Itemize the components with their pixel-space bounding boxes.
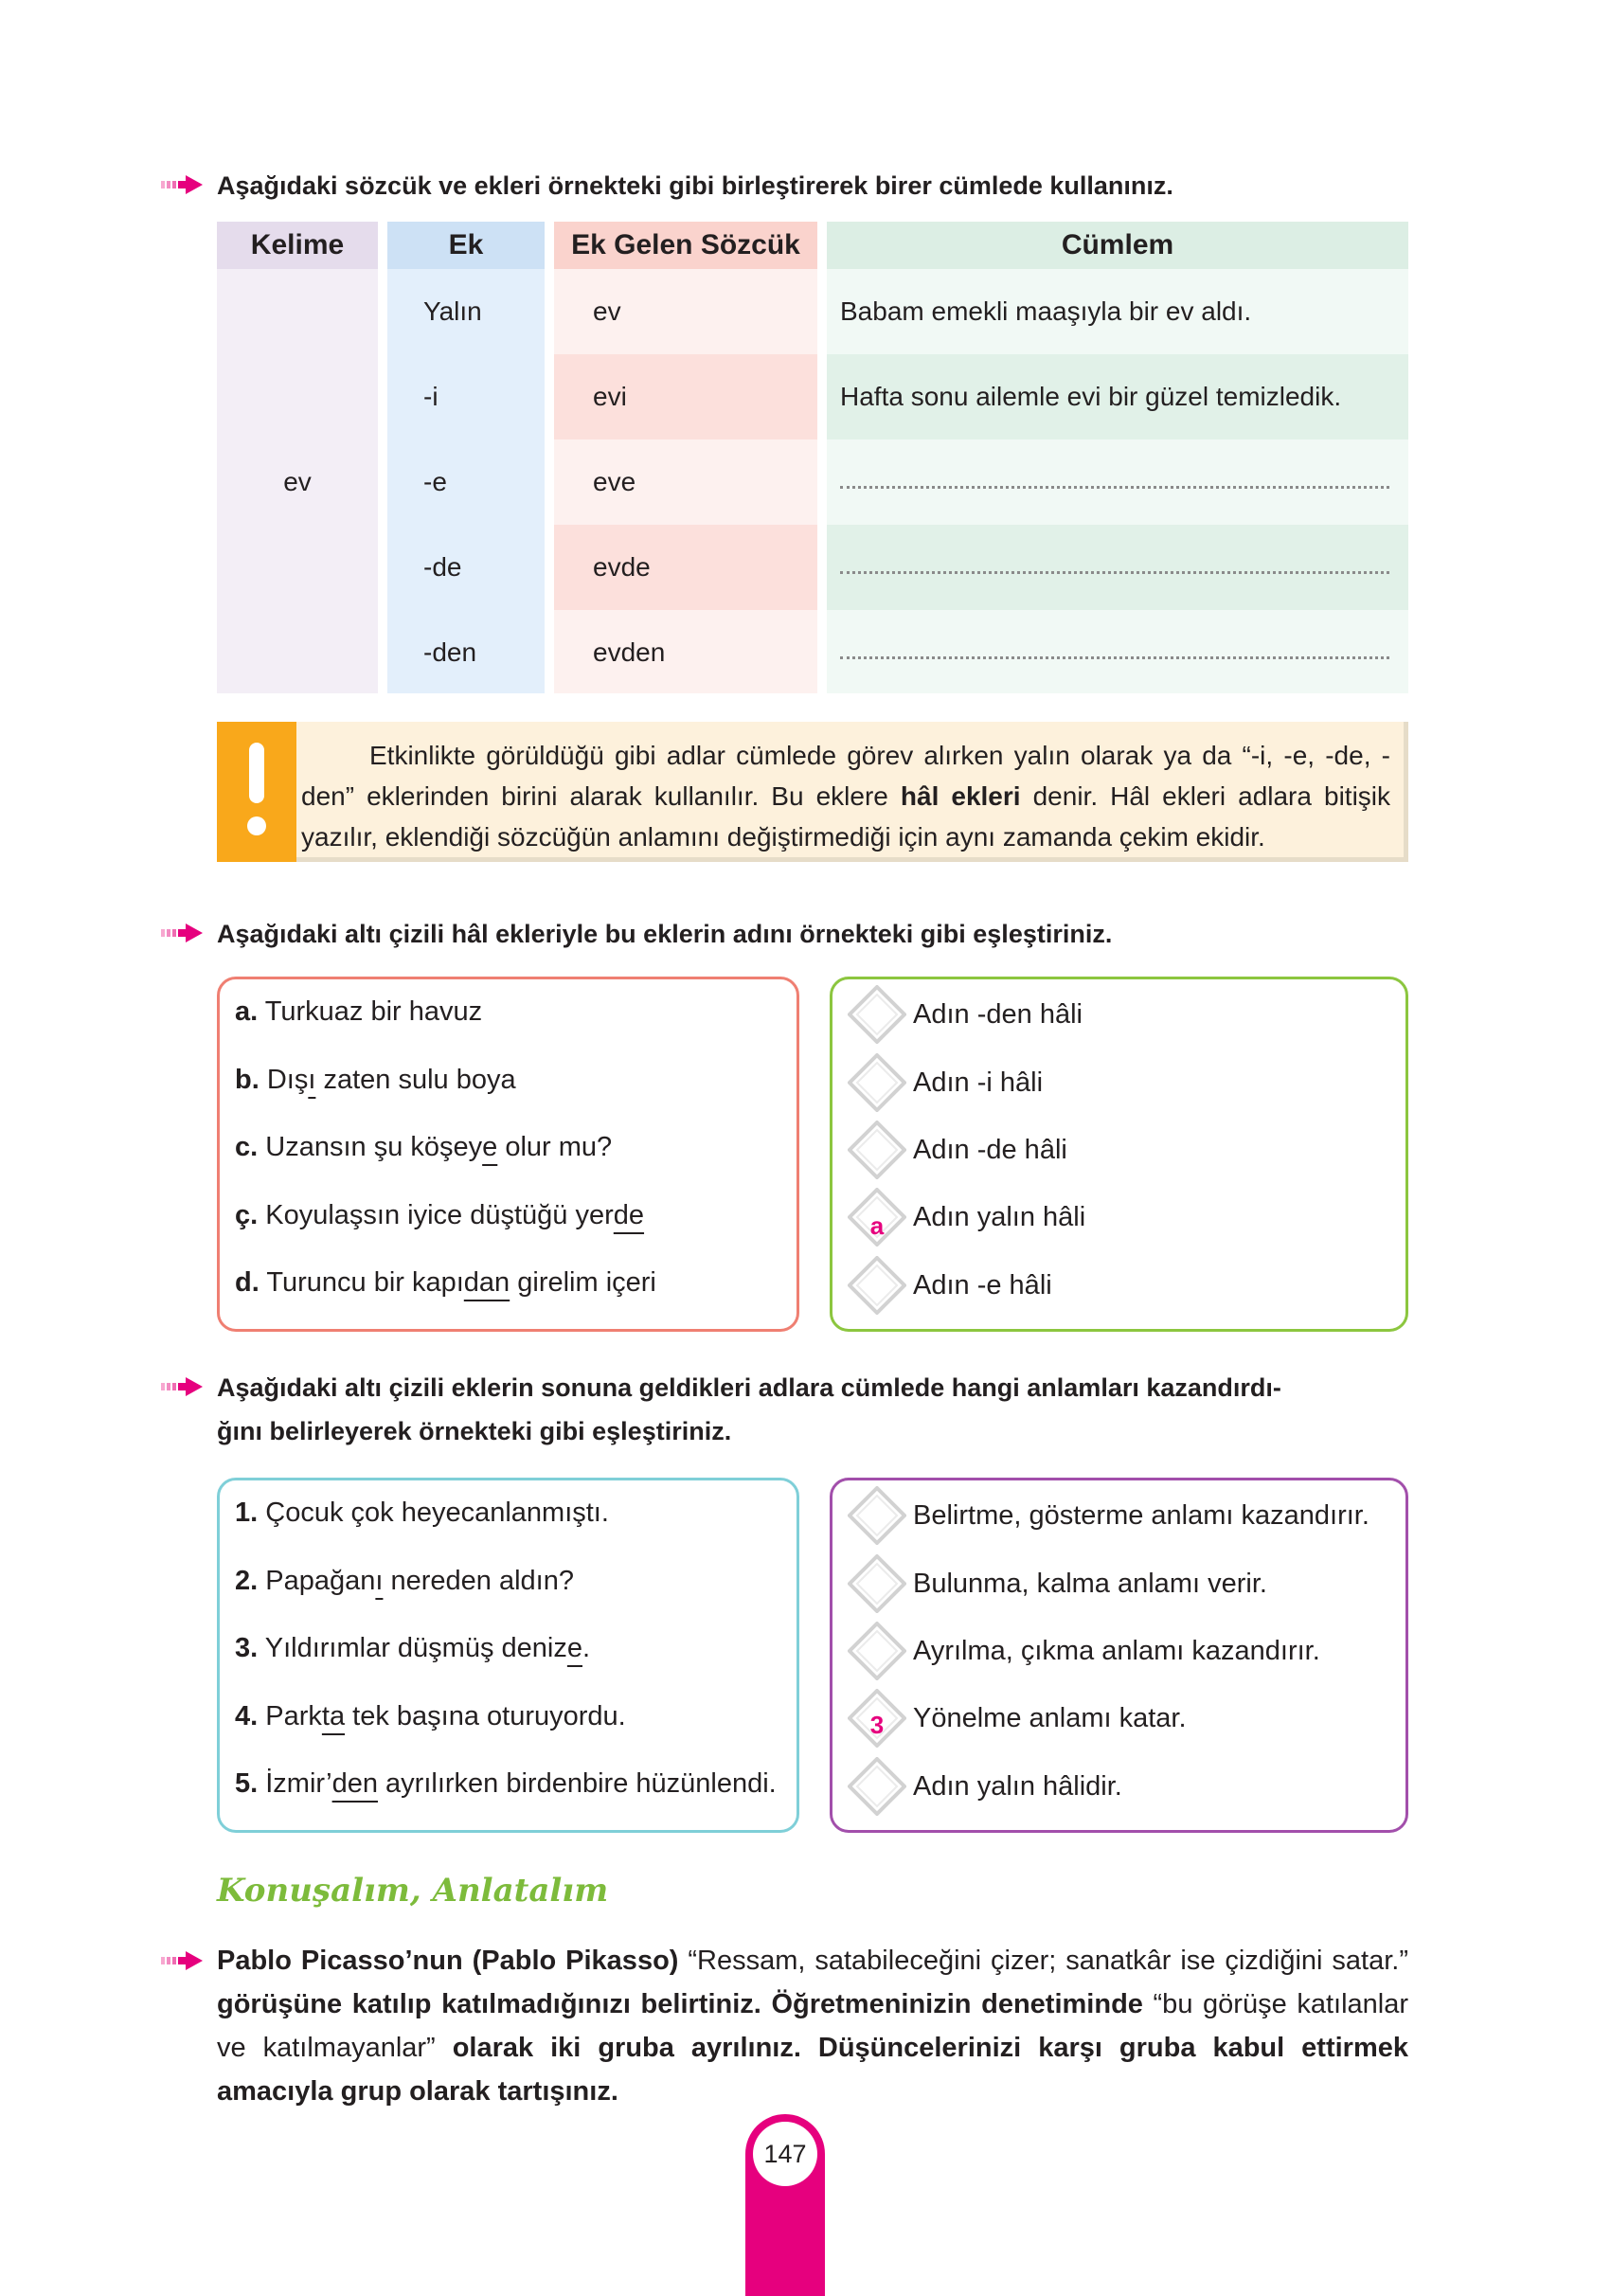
word-cell: ev [283, 467, 312, 496]
case-name-item: Adın -i hâli [913, 1067, 1044, 1098]
header-cumle: Cümlem [827, 222, 1408, 269]
sentence-cell: Hafta sonu ailemle evi bir güzel temizledik. [840, 382, 1342, 411]
ek-cell: -i [423, 382, 439, 411]
phrase-item: c. Uzansın şu köşeye olur mu? [235, 1132, 613, 1162]
instruction-3-line1: Aşağıdaki altı çizili eklerin sonuna geldikleri adlara cümlede hangi anlamları kazandırdı- [217, 1373, 1281, 1402]
meaning-item: Ayrılma, çıkma anlamı kazandırır. [913, 1636, 1320, 1666]
pink-arrow-icon [161, 924, 203, 942]
sentence-item: 4. Parkta tek başına oturuyordu. [235, 1701, 626, 1731]
ek-cell: Yalın [423, 296, 482, 326]
sozcuk-cell: ev [593, 296, 621, 326]
answer-diamond[interactable] [848, 1053, 906, 1112]
sentence-cell: Babam emekli maaşıyla bir ev aldı. [840, 296, 1252, 326]
answer-number: 3 [869, 1711, 885, 1739]
header-sozcuk: Ek Gelen Sözcük [554, 222, 817, 269]
answer-diamond[interactable] [848, 1256, 906, 1315]
answer-diamond[interactable] [848, 1554, 906, 1613]
case-name-item: Adın -den hâli [913, 999, 1083, 1030]
discussion-paragraph: Pablo Picasso’nun (Pablo Pikasso) “Ressam, satabileceğini çizer; sanatkâr ise çizdiğini satar.” görüşüne katılıp katılmadığınızı belirtiniz. Öğretmeninizin denetiminde “bu görüşe katılanlar ve katılmayanlar” olarak iki gruba ayrılınız. Düşüncelerinizi karşı gruba kabul ettirmek amacıyla grup olarak tartışınız. [217, 1946, 1409, 2107]
meaning-item: Yönelme anlamı katar. [913, 1703, 1187, 1733]
case-name-item: Adın -de hâli [913, 1135, 1067, 1165]
ek-cell: -de [423, 552, 462, 582]
ek-cell: -e [423, 467, 447, 496]
instruction-2: Aşağıdaki altı çizili hâl ekleriyle bu eklerin adını örnekteki gibi eşleştiriniz. [217, 920, 1113, 948]
header-ek: Ek [387, 222, 545, 269]
sentence-blank[interactable] [840, 656, 1389, 659]
sentence-blank[interactable] [840, 486, 1389, 489]
answer-diamond[interactable] [848, 1486, 906, 1545]
phrase-item: a. Turkuaz bir havuz [235, 996, 483, 1027]
header-kelime: Kelime [217, 222, 378, 269]
answer-diamond[interactable] [848, 1757, 906, 1816]
sentence-item: 5. İzmir’den ayrılırken birdenbire hüzünlendi. [235, 1768, 777, 1799]
word-table [217, 222, 1408, 693]
sozcuk-cell: evden [593, 637, 666, 667]
answer-diamond[interactable] [848, 1121, 906, 1179]
exclamation-icon [217, 722, 296, 862]
meaning-item: Belirtme, gösterme anlamı kazandırır. [913, 1500, 1369, 1531]
phrase-item: ç. Koyulaşsın iyice düştüğü yerde [235, 1200, 645, 1230]
case-name-item: Adın yalın hâli [913, 1202, 1086, 1232]
meaning-item: Adın yalın hâlidir. [913, 1771, 1122, 1802]
ek-cell: -den [423, 637, 477, 667]
sozcuk-cell: eve [593, 467, 636, 496]
case-name-item: Adın -e hâli [913, 1270, 1052, 1300]
pink-arrow-icon [161, 175, 203, 194]
sentence-item: 1. Çocuk çok heyecanlanmıştı. [235, 1498, 609, 1528]
instruction-1: Aşağıdaki sözcük ve ekleri örnekteki gibi birleştirerek birer cümlede kullanınız. [217, 171, 1173, 200]
sentence-blank[interactable] [840, 571, 1389, 574]
sentence-item: 2. Papağanı nereden aldın? [235, 1566, 574, 1596]
pink-arrow-icon [161, 1377, 203, 1396]
answer-diamond[interactable] [848, 985, 906, 1044]
phrase-item: b. Dışı zaten sulu boya [235, 1065, 516, 1095]
sozcuk-cell: evi [593, 382, 627, 411]
answer-letter: a [869, 1211, 885, 1240]
pink-arrow-icon [161, 1951, 203, 1970]
answer-diamond[interactable] [848, 1622, 906, 1680]
sozcuk-cell: evde [593, 552, 651, 582]
meaning-item: Bulunma, kalma anlamı verir. [913, 1569, 1267, 1599]
sentence-item: 3. Yıldırımlar düşmüş denize. [235, 1633, 591, 1663]
page-number: 147 [753, 2122, 817, 2186]
instruction-3-line2: ğını belirleyerek örnekteki gibi eşleştiriniz. [217, 1417, 732, 1445]
section-title: Konuşalım, Anlatalım [217, 1872, 609, 1910]
phrase-item: d. Turuncu bir kapıdan girelim içeri [235, 1267, 656, 1298]
info-text: Etkinlikte görüldüğü gibi adlar cümlede görev alırken yalın olarak ya da “-i, -e, -de, -den” eklerinden birini alarak kullanılır. Bu eklere hâl ekleri denir. Hâl ekleri adlara bitişik yazılır, eklendiği sözcüğün anlamını değiştirmediği için aynı zamanda çekim ekidir. [301, 741, 1391, 852]
